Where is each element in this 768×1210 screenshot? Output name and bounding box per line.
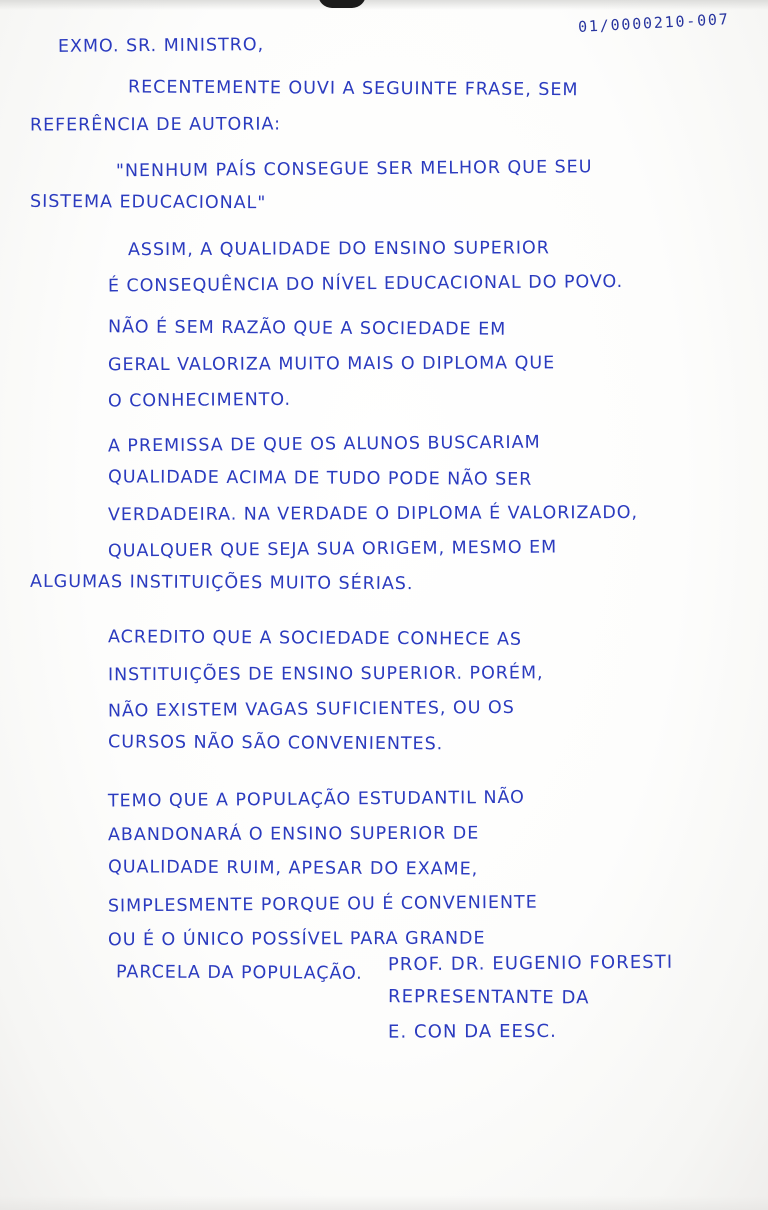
paragraph-line: ACREDITO QUE A SOCIEDADE CONHECE AS: [108, 627, 523, 650]
paragraph-3: [30, 238, 746, 311]
signature-block: [387, 951, 674, 1057]
paragraph-line: QUALIDADE ACIMA DE TUDO PODE NÃO SER: [108, 467, 533, 490]
paragraph-line: A PREMISSA DE QUE OS ALUNOS BUSCARIAM: [107, 432, 541, 457]
paragraph-line: SIMPLESMENTE PORQUE OU É CONVENIENTE: [107, 892, 538, 917]
paragraph-5: [30, 432, 746, 611]
paragraph-line: O CONHECIMENTO.: [107, 389, 292, 412]
paragraph-line: PARCELA DA POPULAÇÃO.: [116, 962, 363, 984]
paragraph-line: INSTITUIÇÕES DE ENSINO SUPERIOR. PORÉM,: [107, 663, 544, 686]
paragraph-2: [30, 157, 746, 231]
paragraph-line: ALGUMAS INSTITUIÇÕES MUITO SÉRIAS.: [30, 571, 414, 595]
signature-affiliation: E. CON DA EESC.: [387, 1020, 557, 1043]
paragraph-line: ASSIM, A QUALIDADE DO ENSINO SUPERIOR: [127, 238, 550, 261]
paragraph-line: NÃO EXISTEM VAGAS SUFICIENTES, OU OS: [107, 697, 515, 722]
salutation: EXMO. SR. MINISTRO,: [57, 35, 265, 57]
archival-reference-number: 01/0000210-007: [577, 10, 731, 36]
paragraph-line: TEMO QUE A POPULAÇÃO ESTUDANTIL NÃO: [107, 787, 525, 812]
signature-role: REPRESENTANTE DA: [387, 986, 590, 1009]
paragraph-line: "NENHUM PAÍS CONSEGUE SER MELHOR QUE SEU: [115, 157, 593, 182]
page-clip-mark: [318, 0, 366, 8]
paragraph-line: SISTEMA EDUCACIONAL": [30, 191, 267, 214]
paragraph-line: QUALIDADE RUIM, APESAR DO EXAME,: [108, 857, 479, 880]
signature-name: PROF. DR. EUGENIO FORESTI: [387, 951, 674, 976]
paragraph-line: É CONSEQUÊNCIA DO NÍVEL EDUCACIONAL DO POVO.: [107, 271, 624, 297]
paragraph-1: [29, 77, 746, 151]
paragraph-line: RECENTEMENTE OUVI A SEGUINTE FRASE, SEM: [128, 77, 579, 101]
letter-body: [30, 36, 746, 1001]
paragraph-line: GERAL VALORIZA MUITO MAIS O DIPLOMA QUE: [107, 353, 556, 376]
paragraph-line: QUALQUER QUE SEJA SUA ORIGEM, MESMO EM: [107, 537, 558, 562]
paragraph-line: VERDADEIRA. NA VERDADE O DIPLOMA É VALORIZADO,: [107, 502, 639, 526]
paragraph-line: NÃO É SEM RAZÃO QUE A SOCIEDADE EM: [108, 317, 507, 340]
paragraph-line: ABANDONARÁ O ENSINO SUPERIOR DE: [107, 823, 480, 846]
paragraph-6: [30, 627, 746, 771]
paragraph-line: OU É O ÚNICO POSSÍVEL PARA GRANDE: [107, 928, 486, 951]
paragraph-line: CURSOS NÃO SÃO CONVENIENTES.: [108, 732, 444, 755]
paragraph-4: [30, 317, 746, 426]
paragraph-line: REFERÊNCIA DE AUTORIA:: [29, 114, 281, 136]
